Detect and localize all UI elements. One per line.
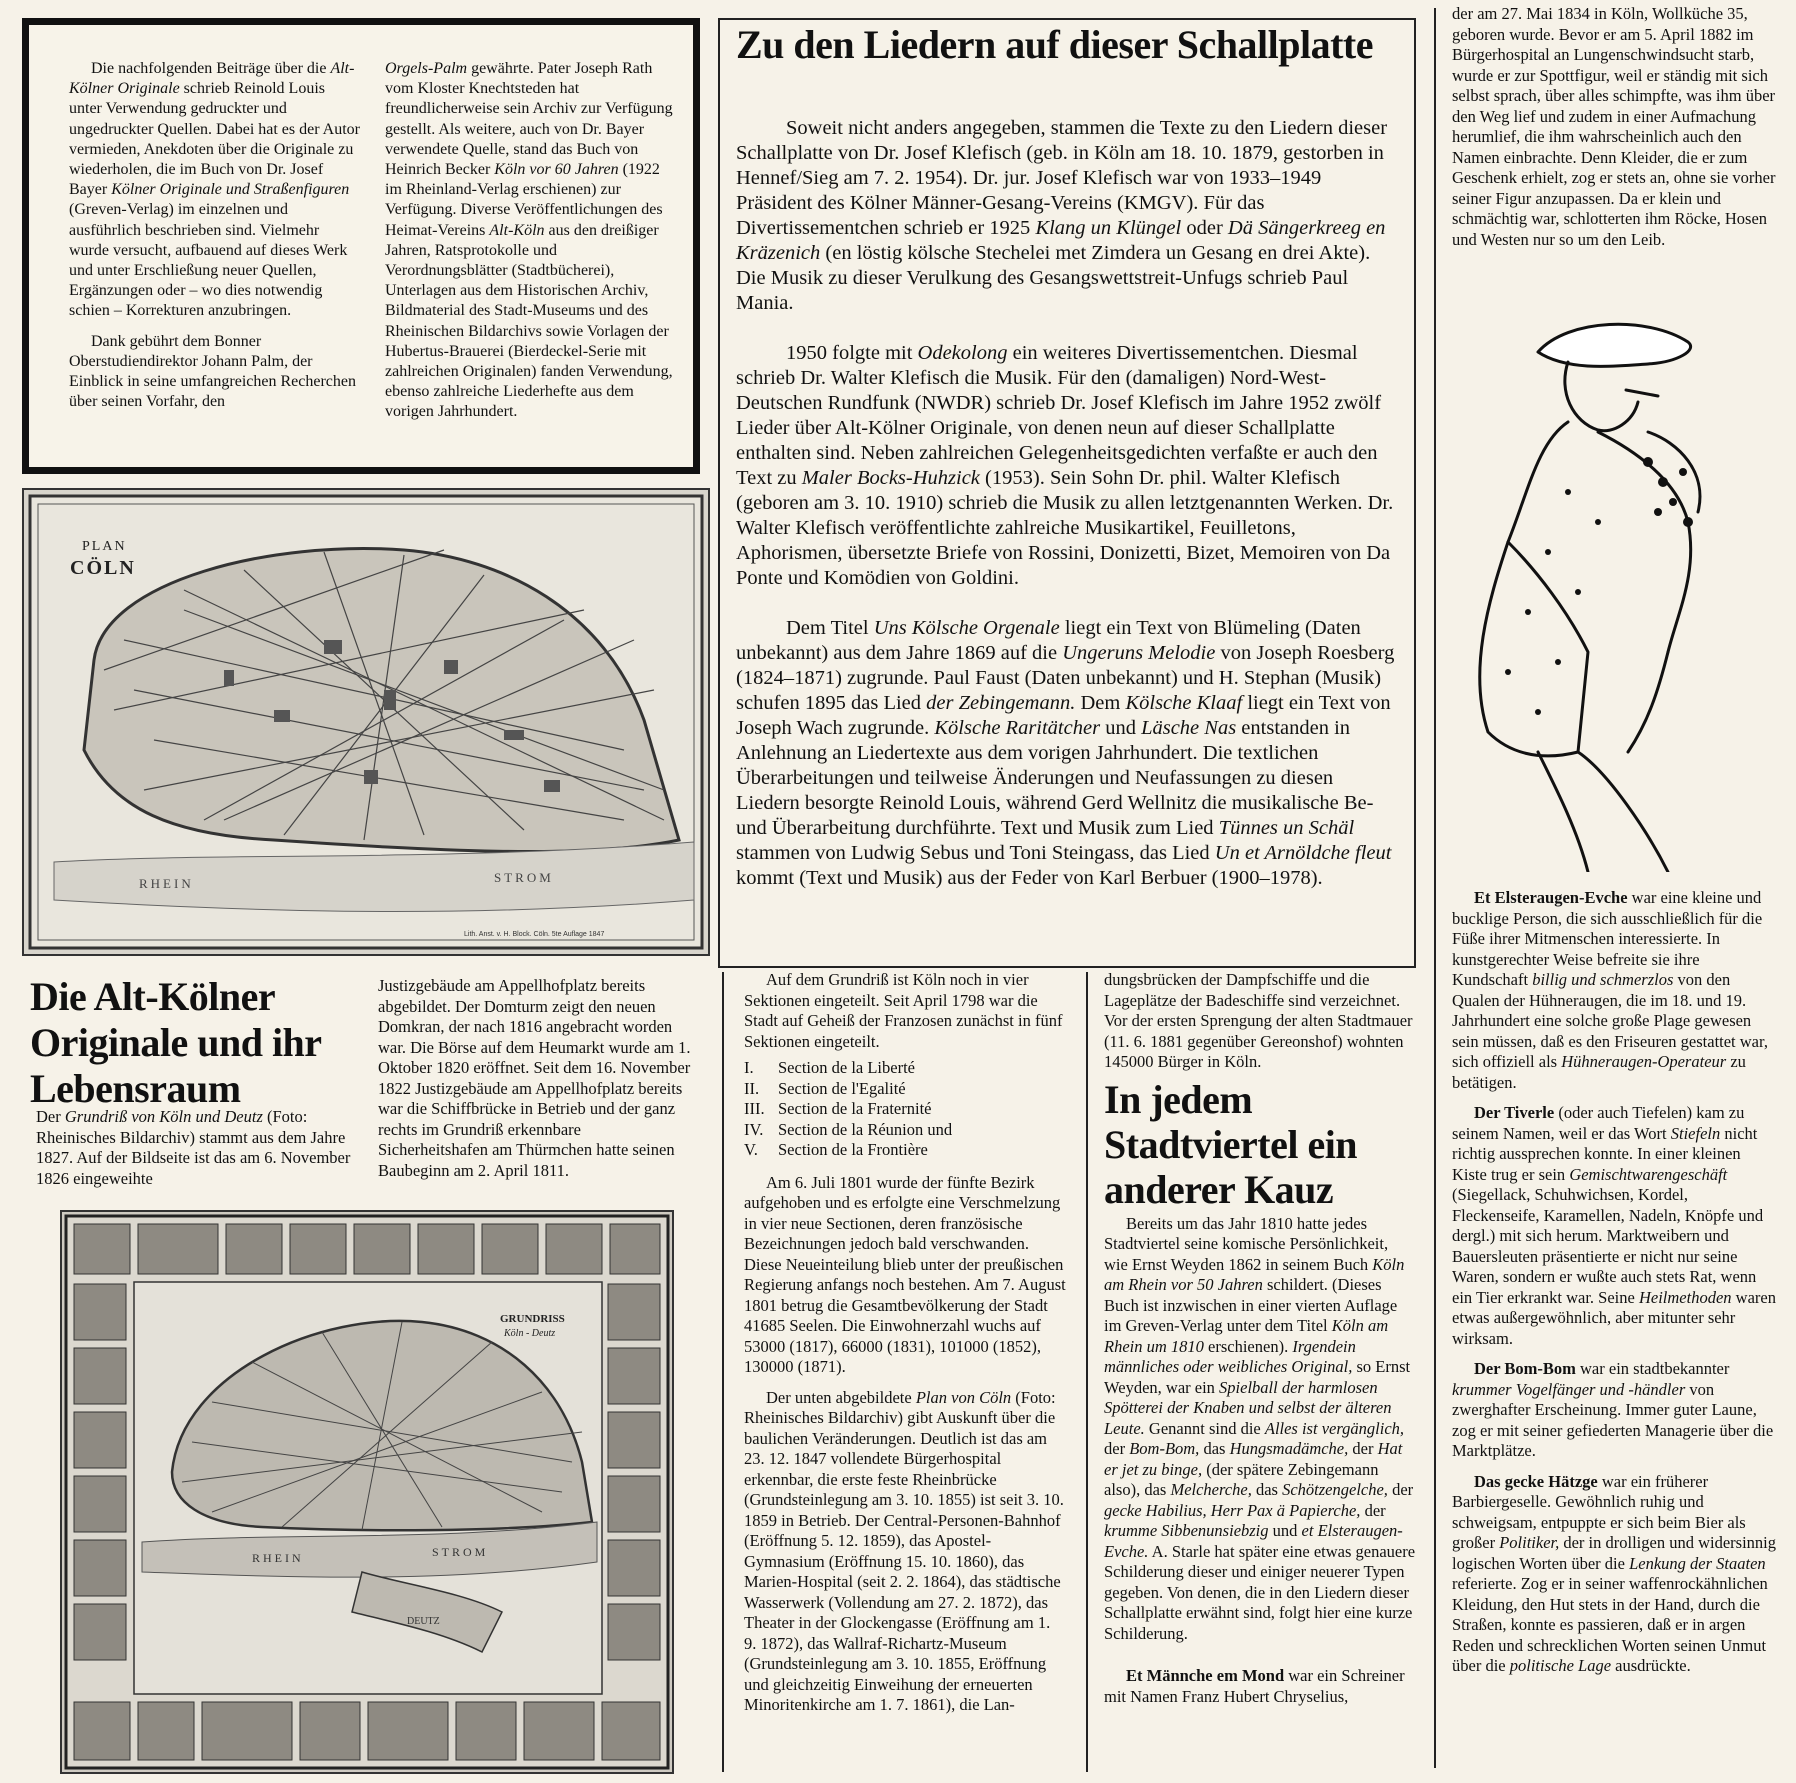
map2-river-right: STROM [432,1545,489,1559]
grundriss-illustration [62,1212,672,1772]
right-column-top [1452,4,1778,250]
intro-column-1 [69,59,361,412]
original-entry: Et Elsteraugen-Evche war eine kleine und bucklige Person, die sich ausschließlich für die Füße ihrer Mitmenschen interessierte. In kunstgerechter Weise befreite sie ihre Kundschaft billig und schmerzlos von den Qualen der Hühneraugen, die im 18. und 19. Jahrhundert eine solche große Plage gewesen sein müssen, daß es den Friseuren gestattet war, sich offiziell als Hühneraugen-Operateur zu betätigen. [1452,888,1768,1092]
caption-text: Der Grundriß von Köln und Deutz (Foto: Rheinisches Bildarchiv) stammt aus dem Jahre 1827. Auf der Bildseite ist das am 6. November 1826 eingeweihte [36,1107,351,1188]
map2-title-line1: GRUNDRISS [500,1313,565,1325]
maennche-title: Et Männche em Mond [1126,1666,1285,1685]
section-item: V. Section de la Frontière [744,1140,928,1159]
intro-box [22,18,700,474]
man-sketch-illustration [1448,312,1778,872]
map2-deutz: DEUTZ [407,1616,440,1627]
liedern-paragraph: Dem Titel Uns Kölsche Orgenale liegt ein Text von Blümeling (Daten unbekannt) aus dem Jahre 1869 auf die Ungeruns Melodie von Joseph Roesberg (1824–1871) zugrunde. Paul Faust (Daten unbekannt) und H. Stephan (Musik) schufen 1895 das Lied der Zebingemann. Dem Kölsche Klaaf liegt ein Text von Joseph Wach zugrunde. Kölsche Raritätcher und Läsche Nas entstanden in Anlehnung an Liedertexte aus dem vorigen Jahrhundert. Die textlichen Überarbeitungen und teilweise Änderungen und Neufassungen zu diesen Liedern besorgte Reinold Louis, während Gerd Wellnitz die musikalische Be- und Überarbeitung durchführte. Text und Musik zum Lied Tünnes un Schäl stammen von Ludwig Sebus und Toni Steingass, das Lied Un et Arnöldche fleut kommt (Text und Musik) aus der Feder von Karl Berbuer (1900–1978). [736,617,1395,889]
original-name: Et Elsteraugen-Evche [1474,888,1628,907]
plan-von-coeln-map [22,488,710,956]
map2-river-left: RHEIN [252,1551,304,1565]
sections-list [744,1058,1066,1161]
intro-paragraph: Die nachfolgenden Beiträge über die Alt-Kölner Originale schrieb Reinold Louis unter Verwendung gedruckter und ungedruckter Quellen. Dabei hat es der Autor vermieden, Anekdoten über die Originale zu wiederholen, die im Buch von Dr. Josef Bayer Kölner Originale und Straßenfiguren (Greven-Verlag) im einzelnen und ausführlich beschrieben sind. Vielmehr wurde versucht, aufbauend auf dieses Werk und unter Erschließung neuer Quellen, Ergänzungen oder – wo dies notwendig schien – Korrekturen anzubringen. [69,60,361,320]
original-name: Der Bom-Bom [1474,1359,1576,1378]
original-entry: Der Tiverle (oder auch Tiefelen) kam zu seinem Namen, weil er das Wort Stiefeln nicht richtig aussprechen konnte. In einer kleinen Kiste trug er sein Gemischtwarengeschäft (Siegellack, Schuhwichsen, Kordel, Fleckenseife, Karamellen, Nadeln, Knöpfe und dergl.) mit sich herum. Marktweibern und Bauersleuten präsentierte er nicht nur seine Waren, sondern er wußte auch stets Rat, wenn ein Tier erkrankt war. Seine Heilmethoden waren etwas außergewöhnlich, aber mitunter sehr wirksam. [1452,1103,1776,1348]
map1-city-label: CÖLN [70,557,136,579]
liedern-body [736,116,1400,891]
map2-title-line2: Köln - Deutz [504,1328,556,1339]
original-entry: Der Bom-Bom war ein stadtbekannter krummer Vogelfänger und -händler von zwerghafter Erscheinung. Immer guter Laune, zog er mit seiner gefiederten Managerie über die Marktplätze. [1452,1359,1774,1460]
grundriss-paragraph: Auf dem Grundriß ist Köln noch in vier Sektionen eingeteilt. Seit April 1798 war die Stadt auf Geheiß der Franzosen zunächst in fünf Sektionen eingeteilt. [744,970,1063,1051]
section-item: I. Section de la Liberté [744,1058,915,1077]
map1-river-right: STROM [494,870,554,885]
city-map-illustration [24,490,708,954]
grundriss-paragraph: Am 6. Juli 1801 wurde der fünfte Bezirk aufgehoben und es erfolgte eine Verschmelzung in vier neue Sectionen, deren französische Bezeichnungen jedoch bald verschwanden. Diese Neueinteilung blieb unter der preußischen Regierung anfangs noch bestehen. Am 7. August 1801 betrug die Gesamtbevölkerung der Stadt 41685 Seelen. Die Einwohnerzahl wuchs auf 53000 (1817), 66000 (1831), 101000 (1852), 130000 (1871). [744,1172,1066,1376]
intro-column-2 [385,59,677,423]
grundriss-koeln-deutz-map [60,1210,674,1774]
section-item: III. Section de la Fraternité [744,1099,932,1118]
map1-river-left: RHEIN [139,876,194,891]
section-item: II. Section de l'Egalité [744,1078,906,1098]
original-name: Der Tiverle [1474,1103,1555,1122]
section-item: IV. Section de la Réunion und [744,1119,953,1139]
liedern-title: Zu den Liedern auf dieser Schallplatte [736,22,1373,67]
right-column-entries [1452,888,1778,1677]
alt-koelner-caption-left [36,1107,356,1189]
grundriss-column [744,970,1066,1716]
stadtviertel-title: In jedem Stadtviertel ein anderer Kauz [1104,1076,1358,1212]
intro-paragraph: Dank gebührt dem Bonner Oberstudiendirektor Johann Palm, der Einblick in seine umfangreichen Recherchen über seinen Vorfahr, den [69,332,356,411]
maennche-continued: der am 27. Mai 1834 in Köln, Wollküche 35, geboren wurde. Bevor er am 5. April 1882 im Bürgerhospital an Lungenschwindsucht starb, wurde er zur Spottfigur, weil er ständig mit sich selbst sprach, über alles schimpfte, was ihm über den Weg lief und zudem in einer Aufmachung herumlief, die ihm wahrscheinlich auch den Namen einbrachte. Denn Kleider, die er zum Geschenk erhielt, zog er stets an, ohne sie vorher seiner Figur anzupassen. Da er klein und schmächtig war, schlotterten ihm Röcke, Hosen und Westen nur so um den Leib. [1452,4,1776,249]
maennche-paragraph: Et Männche em Mond war ein Schreiner mit Namen Franz Hubert Chryselius, [1104,1666,1405,1706]
column-divider [1086,972,1088,1772]
grundriss-paragraph: Der unten abgebildete Plan von Cöln (Foto: Rheinisches Bildarchiv) gibt Auskunft über die baulichen Veränderungen. Deutlich ist das am 23. 12. 1847 vollendete Bürgerhospital erkennbar, die erste feste Rheinbrücke (Grundsteinlegung am 3. 10. 1855) ist seit 3. 10. 1859 in Betrieb. Der Central-Personen-Bahnhof (Eröffnung 5. 12. 1859), das Apostel-Gymnasium (Eröffnung 15. 10. 1860), das Marien-Hospital (seit 2. 2. 1864), das städtische Wasserwerk (Vollendung am 27. 2. 1872), das Theater in der Glockengasse (Eröffnung am 1. 9. 1872), das Wallraf-Richartz-Museum (Grundsteinlegung am 3. 10. 1855, Eröffnung und gleichzeitig Einweihung der erneuerten Minoritenkirche am 1. 7. 1861), die Lan- [744,1387,1064,1714]
column-divider [1434,8,1436,1768]
alt-koelner-title: Die Alt-Kölner Originale und ihr Lebensraum [30,974,321,1111]
alt-koelner-caption-right [378,976,694,1181]
map1-imprint: Lith. Anst. v. H. Block. Cöln. 5te Auflage 1847 [464,931,605,938]
liedern-paragraph: Soweit nicht anders angegeben, stammen die Texte zu den Liedern dieser Schallplatte von Dr. Josef Klefisch (geb. in Köln am 18. 10. 1879, gestorben in Hennef/Sieg am 7. 2. 1954). Dr. jur. Josef Klefisch war von 1933–1949 Präsident des Kölner Männer-Gesang-Vereins (KMGV). Für das Divertissementchen schrieb er 1925 Klang un Klüngel oder Dä Sängerkreeg en Kräzenich (en löstig kölsche Stechelei met Zimdera un Gesang en drei Akte). Die Musik zu dieser Verulkung des Gesangswettstreit-Unfugs schrieb Paul Mania. [736,117,1388,314]
stadtviertel-lead: dungsbrücken der Dampfschiffe und die Lageplätze der Badeschiffe sind verzeichnet. Vor der ersten Sprengung der alten Stadtmauer (11. 6. 1881 gegenüber Gereonshof) wohnten 145000 Bürger in Köln. [1104,970,1413,1071]
liedern-box [718,18,1416,968]
original-name: Das gecke Hätzge [1474,1471,1598,1491]
column-divider [722,972,724,1772]
original-entry: Das gecke Hätzge war ein früherer Barbiergeselle. Gewöhnlich ruhig und schweigsam, entpuppte er sich beim Bier als großer Politiker, der in drolligen und widersinnig logischen Worten über die Lenkung der Staaten referierte. Zog er in seiner waffenrockähnlichen Kleidung, den Hut stets in der Hand, durch die Straßen, konnte es passieren, daß er in argen Reden und schrecklichen Worten seinen Unmut über die politische Lage ausdrückte. [1452,1471,1776,1675]
stadtviertel-column [1104,970,1416,1707]
map1-plan-label: PLAN [82,539,127,554]
intro-paragraph: Orgels-Palm gewährte. Pater Joseph Rath vom Kloster Knechtsteden hat freundlicherweise sein Archiv zur Verfügung gestellt. Als weitere, auch von Dr. Bayer verwendete Quelle, stand das Buch von Heinrich Becker Köln vor 60 Jahren (1922 im Rheinland-Verlag erschienen) zur Verfügung. Diverse Veröffentlichungen des Heimat-Vereins Alt-Köln aus den dreißiger Jahren, Ratsprotokolle und Verordnungsblätter (Stadtbücherei), Unterlagen aus dem Historischen Archiv, Bildmaterial des Stadt-Museums und des Rheinischen Bildarchivs sowie Vorlagen der Hubertus-Brauerei (Bierdeckel-Serie mit zahlreichen Originalen) fanden Verwendung, ebenso zahlreiche Liederhefte aus dem vorigen Jahrhundert. [385,60,673,421]
stadtviertel-body: Bereits um das Jahr 1810 hatte jedes Stadtviertel seine komische Persönlichkeit, wie Ernst Weyden 1862 in seinem Buch Köln am Rhein vor 50 Jahren schildert. (Dieses Buch ist inzwischen in einer vierten Auflage im Greven-Verlag unter dem Titel Köln am Rhein um 1810 erschienen). Irgendein männliches oder weibliches Original, so Ernst Weyden, war ein Spielball der harmlosen Spötterei der Knaben und selbst der älteren Leute. Genannt sind die Alles ist vergänglich, der Bom-Bom, das Hungsmadämche, der Hat er jet zu binge, (der spätere Zebingemann also), das Melcherche, das Schötzengelche, der gecke Habilius, Herr Pax ä Papierche, der krumme Sibbenunsiebzig und et Elsteraugen-Evche. A. Starle hat später eine etwas genauere Schilderung dieser und einiger neuerer Typen gegeben. Von denen, die in den Liedern dieser Schallplatte erwähnt sind, folgt hier eine kurze Schilderung. [1104,1213,1416,1643]
liedern-paragraph: 1950 folgte mit Odekolong ein weiteres Divertissementchen. Diesmal schrieb Dr. Walter Klefisch die Musik. Für den (damaligen) Nord-West-Deutschen Rundfunk (NWDR) schrieb Dr. Josef Klefisch im Jahre 1952 zwölf Lieder über Alt-Kölner Originale, von denen neun auf dieser Schallplatte enthalten sind. Neben zahlreichen Gelegenheitsgedichten verfaßte er auch den Text zu Maler Bocks-Huhzick (1953). Sein Sohn Dr. phil. Walter Klefisch (geboren am 3. 10. 1910) schrieb die Musik zu allen letztgenannten Werken. Dr. Walter Klefisch veröffentlichte zahlreiche Musikartikel, Feuilletons, Aphorismen, übersetzte Briefe von Rossini, Donizetti, Bizet, Memoiren von Da Ponte und Komödien von Goldini. [736,342,1394,589]
caption-text: Justizgebäude am Appellhofplatz bereits abgebildet. Der Domturm zeigt den neuen Domkran, der nach 1816 angebracht worden war. Die Börse auf dem Heumarkt wurde am 1. Oktober 1820 eröffnet. Seit dem 16. November 1822 Justizgebäude am Appellhofplatz bereits war die Schiffbrücke in Betrieb und der ganz rechts im Grundriß erkennbare Sicherheitshafen am Thürmchen hatte seinen Baubeginn am 2. April 1811. [378,976,691,1180]
original-sketch [1448,312,1778,872]
